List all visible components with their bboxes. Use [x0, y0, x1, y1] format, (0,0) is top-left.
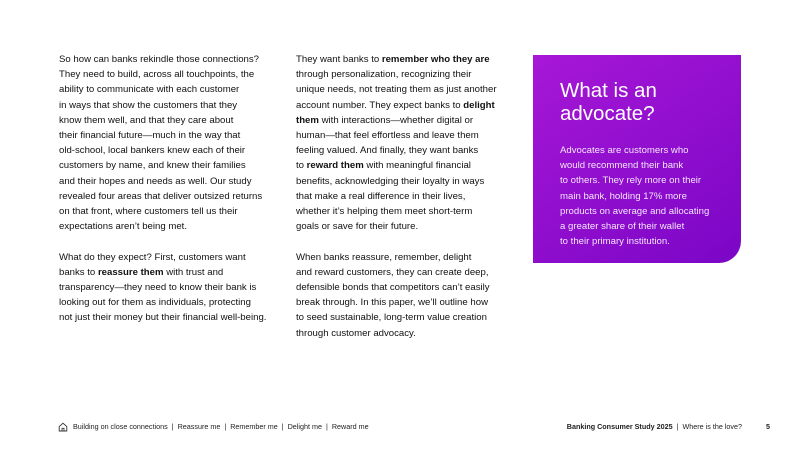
text-line: old-school, local bankers knew each of their	[59, 145, 246, 157]
home-icon[interactable]	[58, 422, 68, 432]
text-line: unique needs, not treating them as just another	[296, 84, 497, 96]
text-line: Advocates are customers who	[560, 145, 689, 156]
text-line: They need to build, across all touchpoints, the	[59, 69, 255, 81]
conclusion-paragraph	[296, 250, 508, 341]
expectations-paragraph	[59, 250, 274, 326]
text-line: customers by name, and knew their families	[59, 160, 246, 172]
page-footer	[0, 419, 800, 435]
text-fragment: They want banks to	[296, 54, 382, 65]
text-line: whether it’s helping them meet short-term	[296, 206, 473, 218]
text-line: feeling valued. And finally, they want banks	[296, 145, 479, 157]
nav-reward-me[interactable]: Reward me	[331, 422, 369, 431]
text-fragment: banks to	[59, 266, 98, 278]
text-line: main bank, holding 17% more	[560, 190, 687, 202]
advocate-callout	[533, 55, 741, 263]
text-line: looking out for them as individuals, protecting	[59, 297, 251, 309]
text-line	[296, 158, 508, 173]
text-line: human—that feel effortless and leave them	[296, 130, 479, 142]
text-line: on that front, where customers tell us their	[59, 206, 238, 218]
text-fragment: account number. They expect banks to	[296, 99, 464, 111]
page-number: 5	[766, 422, 770, 431]
text-line: not just their money but their financial well-being.	[59, 312, 267, 324]
text-line	[296, 113, 508, 128]
text-line	[59, 265, 274, 280]
text-line	[296, 98, 508, 113]
nav-remember-me[interactable]: Remember me	[230, 422, 278, 431]
four-areas-paragraph	[296, 52, 508, 234]
text-line: goals or save for their future.	[296, 221, 419, 233]
text-line: So how can banks rekindle those connections?	[59, 54, 259, 65]
text-line	[296, 52, 508, 67]
text-line: products on average and allocating	[560, 205, 710, 217]
text-line: would recommend their bank	[560, 160, 684, 172]
text-line: know them well, and that they care about	[59, 114, 234, 126]
title-line: What is an	[560, 79, 657, 102]
nav-building-connections[interactable]: Building on close connections	[73, 422, 168, 431]
expectations-column	[296, 52, 508, 341]
section-nav	[73, 419, 369, 435]
text-line: break through. In this paper, we’ll outline how	[296, 297, 488, 309]
intro-paragraph	[59, 52, 274, 234]
emphasis-reward: reward them	[306, 160, 364, 172]
emphasis-remember: remember who they are	[381, 54, 490, 65]
text-line: revealed four areas that deliver outsized returns	[59, 190, 263, 202]
emphasis-reassure: reassure them	[97, 266, 164, 278]
nav-separator: |	[171, 422, 174, 431]
emphasis-delight-cont: them	[296, 114, 319, 126]
text-line: in ways that show the customers that they	[59, 99, 238, 111]
text-line: to seed sustainable, long-term value creation	[296, 312, 487, 324]
text-line: through personalization, recognizing their	[296, 69, 472, 81]
text-line: to their primary institution.	[560, 236, 670, 248]
nav-separator: |	[281, 422, 284, 431]
intro-column	[59, 52, 274, 326]
text-line: their financial future—much in the way that	[59, 130, 241, 142]
text-line: a greater share of their wallet	[560, 221, 685, 233]
text-fragment: with meaningful financial	[363, 160, 471, 172]
study-title: Banking Consumer Study 2025	[566, 422, 673, 431]
text-line: ability to communicate with each customer	[59, 84, 240, 96]
text-line: benefits, acknowledging their loyalty in ways	[296, 175, 485, 187]
footer-separator: |	[676, 422, 679, 431]
text-line: expectations aren’t being met.	[59, 221, 187, 233]
nav-delight-me[interactable]: Delight me	[287, 422, 322, 431]
text-line: through customer advocacy.	[296, 327, 416, 339]
text-line: transparency—they need to know their bank is	[59, 282, 257, 294]
callout-title	[560, 79, 719, 125]
nav-reassure-me[interactable]: Reassure me	[177, 422, 221, 431]
emphasis-delight: delight	[463, 99, 495, 111]
text-line: and their hopes and needs as well. Our study	[59, 175, 252, 187]
study-subtitle: Where is the love?	[682, 422, 742, 431]
callout-body	[560, 143, 719, 249]
document-info	[567, 419, 742, 435]
nav-separator: |	[224, 422, 227, 431]
title-line: advocate?	[560, 102, 655, 125]
text-fragment: with interactions—whether digital or	[318, 114, 474, 126]
text-line: defensible bonds that competitors can’t easily	[296, 282, 490, 294]
text-line: and reward customers, they can create deep,	[296, 266, 489, 278]
text-line: What do they expect? First, customers want	[59, 251, 246, 263]
text-fragment: with trust and	[163, 266, 224, 278]
text-line: When banks reassure, remember, delight	[296, 251, 472, 263]
text-line: to others. They rely more on their	[560, 175, 702, 187]
text-line: that make a real difference in their lives,	[296, 190, 466, 202]
text-fragment: to	[296, 160, 307, 172]
nav-separator: |	[325, 422, 328, 431]
